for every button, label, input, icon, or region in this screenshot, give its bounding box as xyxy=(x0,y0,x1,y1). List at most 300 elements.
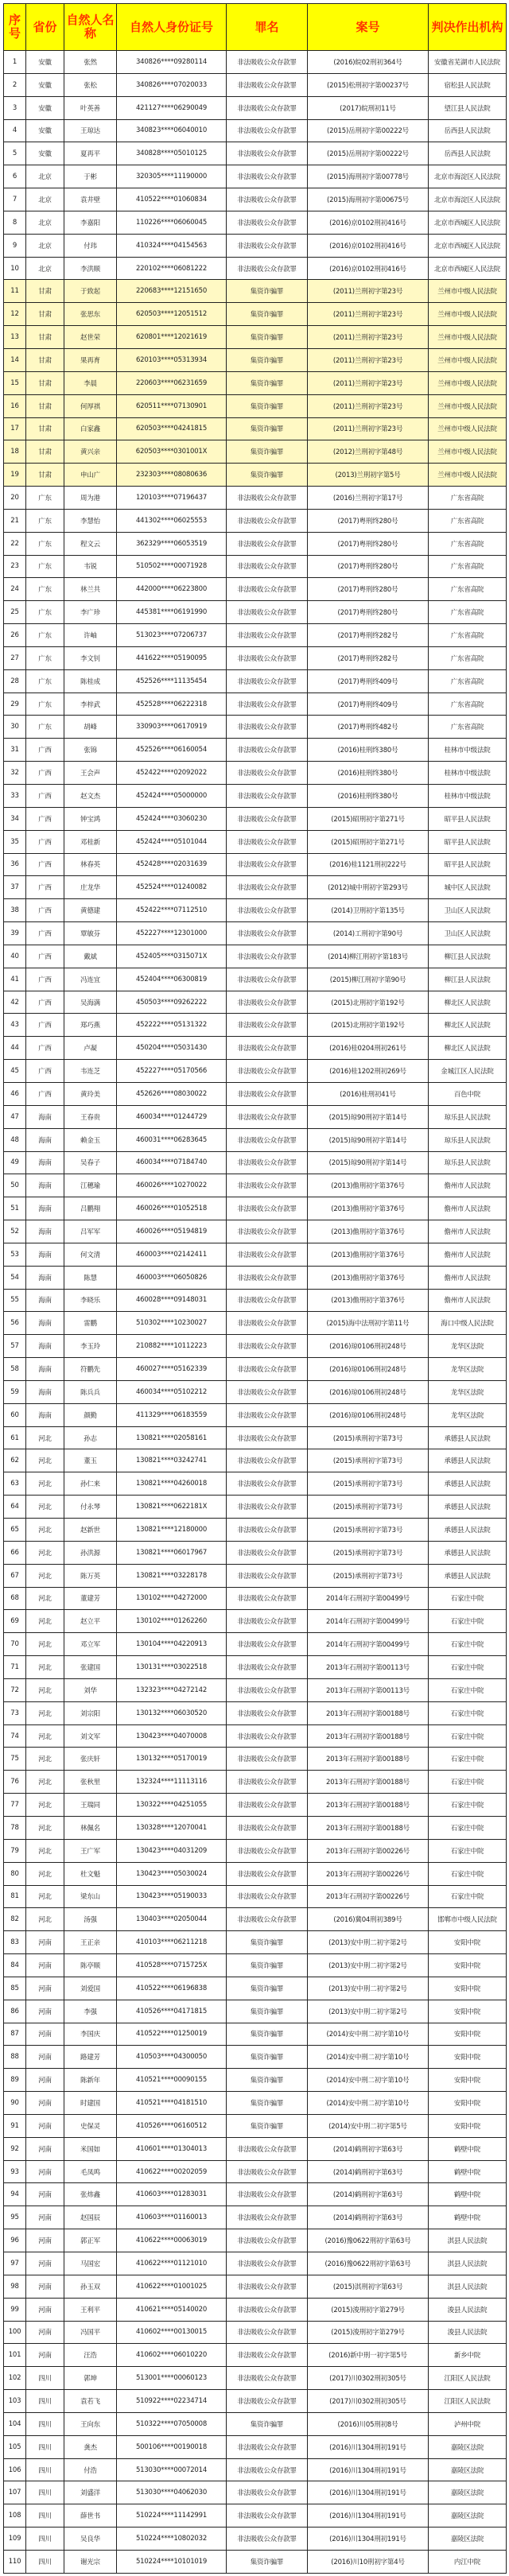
cell-id-number: 452227****12301000 xyxy=(117,922,227,945)
cell-court: 百色中院 xyxy=(429,1082,507,1105)
cell-province: 安徽 xyxy=(26,73,64,96)
cell-name: 戴斌 xyxy=(64,945,117,968)
cell-id-number: 620503****04241815 xyxy=(117,417,227,440)
cell-case-number: (2017)粤刑终280号 xyxy=(308,509,429,532)
cell-charge: 集资诈骗罪 xyxy=(227,303,308,326)
cell-case-number: (2013)儋刑初字第376号 xyxy=(308,1266,429,1289)
cell-court: 兰州市中级人民法院 xyxy=(429,303,507,326)
table-row xyxy=(4,1060,507,1083)
cell-charge: 非法吸收公众存款罪 xyxy=(227,1403,308,1426)
cell-index: 92 xyxy=(4,2137,26,2160)
cell-index: 7 xyxy=(4,188,26,211)
cell-charge: 非法吸收公众存款罪 xyxy=(227,1862,308,1885)
cell-id-number: 130322****04251055 xyxy=(117,1794,227,1817)
cell-case-number: (2016)兰刑初字第17号 xyxy=(308,487,429,510)
cell-name: 李洪顺 xyxy=(64,257,117,280)
cell-name: 果再育 xyxy=(64,348,117,371)
cell-province: 甘肃 xyxy=(26,371,64,394)
cell-court: 石家庄中院 xyxy=(429,1862,507,1885)
cell-index: 43 xyxy=(4,1014,26,1037)
cell-court: 安阳中院 xyxy=(429,2046,507,2069)
cell-charge: 非法吸收公众存款罪 xyxy=(227,2344,308,2367)
cell-id-number: 620511****07130901 xyxy=(117,394,227,417)
cell-province: 河南 xyxy=(26,2183,64,2206)
cell-index: 8 xyxy=(4,211,26,234)
cell-name: 付永琴 xyxy=(64,1496,117,1519)
cell-name: 吴良华 xyxy=(64,2528,117,2551)
cell-court: 石家庄中院 xyxy=(429,1701,507,1724)
cell-case-number: 2013年石刑初字第00188号 xyxy=(308,1701,429,1724)
table-row xyxy=(4,853,507,876)
header-court: 判决作出机构 xyxy=(429,4,507,51)
table-row xyxy=(4,1426,507,1449)
cell-case-number: (2016)桂刑初41号 xyxy=(308,1082,429,1105)
table-row xyxy=(4,2137,507,2160)
table-row xyxy=(4,348,507,371)
cell-id-number: 410522****01250019 xyxy=(117,2023,227,2046)
cell-name: 郭正军 xyxy=(64,2229,117,2252)
cell-index: 16 xyxy=(4,394,26,417)
cell-name: 王利平 xyxy=(64,2298,117,2321)
cell-id-number: 460026****01052518 xyxy=(117,1197,227,1220)
cell-case-number: 2014年石刑初字第00499号 xyxy=(308,1587,429,1610)
cell-province: 河北 xyxy=(26,1678,64,1701)
cell-province: 海南 xyxy=(26,1289,64,1312)
cell-court: 龙华区法院 xyxy=(429,1358,507,1381)
table-row xyxy=(4,51,507,74)
cell-province: 北京 xyxy=(26,257,64,280)
cell-province: 河北 xyxy=(26,1496,64,1519)
cell-name: 许岫 xyxy=(64,624,117,647)
table-row xyxy=(4,1403,507,1426)
cell-index: 58 xyxy=(4,1358,26,1381)
cell-id-number: 452626****08030022 xyxy=(117,1082,227,1105)
cell-id-number: 450204****05031430 xyxy=(117,1037,227,1060)
table-row xyxy=(4,188,507,211)
cell-case-number: (2011)兰刑初字第23号 xyxy=(308,348,429,371)
cell-id-number: 220683****12151650 xyxy=(117,280,227,303)
cell-province: 广东 xyxy=(26,601,64,624)
cell-province: 河北 xyxy=(26,1472,64,1496)
table-row xyxy=(4,1931,507,1954)
cell-name: 邓立军 xyxy=(64,1633,117,1656)
cell-court: 安阳中院 xyxy=(429,2000,507,2023)
cell-case-number: (2015)承刑初字第73号 xyxy=(308,1449,429,1472)
cell-name: 毛凤鸣 xyxy=(64,2160,117,2183)
cell-index: 22 xyxy=(4,532,26,555)
cell-charge: 非法吸收公众存款罪 xyxy=(227,1541,308,1564)
cell-case-number: (2015)承刑初字第73号 xyxy=(308,1496,429,1519)
cell-province: 海南 xyxy=(26,1358,64,1381)
cell-charge: 非法吸收公众存款罪 xyxy=(227,257,308,280)
table-row xyxy=(4,96,507,119)
cell-court: 广东省高院 xyxy=(429,578,507,601)
cell-province: 河南 xyxy=(26,2298,64,2321)
cell-index: 21 xyxy=(4,509,26,532)
cell-id-number: 510922****02234714 xyxy=(117,2390,227,2413)
table-row xyxy=(4,669,507,692)
cell-province: 河北 xyxy=(26,1610,64,1633)
cell-name: 王向东 xyxy=(64,2412,117,2435)
cell-index: 75 xyxy=(4,1748,26,1771)
cell-province: 河南 xyxy=(26,1954,64,1977)
cell-court: 广东省高院 xyxy=(429,624,507,647)
cell-name: 黄兴亲 xyxy=(64,440,117,464)
cell-case-number: (2015)承刑初字第73号 xyxy=(308,1426,429,1449)
cell-charge: 非法吸收公众存款罪 xyxy=(227,532,308,555)
cell-index: 27 xyxy=(4,646,26,669)
cell-province: 河北 xyxy=(26,1449,64,1472)
cell-court: 石家庄中院 xyxy=(429,1794,507,1817)
cell-province: 广西 xyxy=(26,1037,64,1060)
table-row xyxy=(4,1771,507,1794)
cell-charge: 非法吸收公众存款罪 xyxy=(227,945,308,968)
cell-court: 北京市西城区人民法院 xyxy=(429,211,507,234)
cell-index: 71 xyxy=(4,1656,26,1679)
cell-case-number: (2014)安中刑二初字第10号 xyxy=(308,2023,429,2046)
cell-charge: 非法吸收公众存款罪 xyxy=(227,807,308,830)
table-row xyxy=(4,440,507,464)
table-row xyxy=(4,1037,507,1060)
cell-name: 王琼达 xyxy=(64,119,117,142)
cell-index: 95 xyxy=(4,2206,26,2229)
cell-index: 52 xyxy=(4,1220,26,1243)
cell-name: 袁井壁 xyxy=(64,188,117,211)
cell-province: 甘肃 xyxy=(26,394,64,417)
cell-index: 50 xyxy=(4,1174,26,1197)
cell-court: 安徽省芜湖市人民法院 xyxy=(429,51,507,74)
cell-case-number: (2017)粤刑终482号 xyxy=(308,716,429,739)
table-row xyxy=(4,371,507,394)
table-row xyxy=(4,2390,507,2413)
cell-name: 王瑞同 xyxy=(64,1794,117,1817)
cell-index: 88 xyxy=(4,2046,26,2069)
cell-case-number: (2016)川10刑初字第4号 xyxy=(308,2550,429,2573)
cell-province: 海南 xyxy=(26,1403,64,1426)
cell-court: 承德县人民法院 xyxy=(429,1519,507,1542)
cell-name: 孙洪源 xyxy=(64,1541,117,1564)
cell-id-number: 450503****09262222 xyxy=(117,991,227,1014)
cell-name: 赵世荣 xyxy=(64,326,117,349)
table-row xyxy=(4,417,507,440)
table-row xyxy=(4,2321,507,2344)
cell-charge: 非法吸收公众存款罪 xyxy=(227,1564,308,1587)
cell-charge: 非法吸收公众存款罪 xyxy=(227,509,308,532)
cell-id-number: 441302****06025553 xyxy=(117,509,227,532)
cell-id-number: 340823****06040010 xyxy=(117,119,227,142)
cell-id-number: 130821****02058161 xyxy=(117,1426,227,1449)
cell-id-number: 452424****03060230 xyxy=(117,807,227,830)
cell-charge: 非法吸收公众存款罪 xyxy=(227,1037,308,1060)
cell-charge: 非法吸收公众存款罪 xyxy=(227,853,308,876)
cell-index: 5 xyxy=(4,142,26,165)
cell-province: 广西 xyxy=(26,968,64,991)
cell-index: 23 xyxy=(4,555,26,578)
cell-court: 儋州市人民法院 xyxy=(429,1197,507,1220)
cell-court: 岳西县人民法院 xyxy=(429,119,507,142)
cell-court: 承德县人民法院 xyxy=(429,1449,507,1472)
cell-province: 北京 xyxy=(26,165,64,188)
cell-province: 河南 xyxy=(26,2000,64,2023)
table-row xyxy=(4,2046,507,2069)
table-row xyxy=(4,2435,507,2458)
table-row xyxy=(4,555,507,578)
cell-id-number: 330903****06170919 xyxy=(117,716,227,739)
cell-court: 龙华区法院 xyxy=(429,1403,507,1426)
cell-province: 广西 xyxy=(26,1082,64,1105)
table-row xyxy=(4,2528,507,2551)
table-row xyxy=(4,968,507,991)
table-row xyxy=(4,1610,507,1633)
cell-court: 北京市西城区人民法院 xyxy=(429,257,507,280)
cell-index: 3 xyxy=(4,96,26,119)
cell-case-number: (2016)琼0106刑初248号 xyxy=(308,1335,429,1358)
cell-court: 内江中院 xyxy=(429,2550,507,2573)
cell-case-number: 2013年石刑初字第00188号 xyxy=(308,1771,429,1794)
cell-court: 昭平县人民法院 xyxy=(429,807,507,830)
cell-court: 石家庄中院 xyxy=(429,1748,507,1771)
cell-index: 73 xyxy=(4,1701,26,1724)
cell-name: 董玉 xyxy=(64,1449,117,1472)
cell-name: 孙仁来 xyxy=(64,1472,117,1496)
cell-id-number: 130423****05190033 xyxy=(117,1885,227,1908)
cell-province: 河南 xyxy=(26,2092,64,2115)
table-row xyxy=(4,1541,507,1564)
header-id-number: 自然人身份证号 xyxy=(117,4,227,51)
cell-charge: 非法吸收公众存款罪 xyxy=(227,1197,308,1220)
cell-id-number: 620103****05313934 xyxy=(117,348,227,371)
cell-index: 93 xyxy=(4,2160,26,2183)
cell-id-number: 460028****09148031 xyxy=(117,1289,227,1312)
cell-name: 冯国平 xyxy=(64,2321,117,2344)
cell-charge: 集资诈骗罪 xyxy=(227,280,308,303)
cell-index: 25 xyxy=(4,601,26,624)
cell-case-number: (2016)川1304刑初191号 xyxy=(308,2528,429,2551)
cell-index: 106 xyxy=(4,2458,26,2481)
cell-id-number: 210882****10112223 xyxy=(117,1335,227,1358)
cell-court: 兰州市中级人民法院 xyxy=(429,348,507,371)
cell-name: 钟宝鸿 xyxy=(64,807,117,830)
cell-name: 张秋里 xyxy=(64,1771,117,1794)
cell-charge: 非法吸收公众存款罪 xyxy=(227,1082,308,1105)
cell-case-number: (2014)卫刑初字第135号 xyxy=(308,899,429,922)
cell-id-number: 620503****12051512 xyxy=(117,303,227,326)
cell-court: 浚县人民法院 xyxy=(429,2321,507,2344)
cell-case-number: (2016)京0102刑初416号 xyxy=(308,257,429,280)
cell-province: 河北 xyxy=(26,1885,64,1908)
cell-index: 6 xyxy=(4,165,26,188)
table-row xyxy=(4,876,507,899)
cell-court: 石家庄中院 xyxy=(429,1633,507,1656)
cell-name: 于彬 xyxy=(64,165,117,188)
cell-province: 河北 xyxy=(26,1541,64,1564)
cell-charge: 非法吸收公众存款罪 xyxy=(227,1794,308,1817)
cell-province: 四川 xyxy=(26,2390,64,2413)
cell-index: 28 xyxy=(4,669,26,692)
cell-id-number: 452528****06222318 xyxy=(117,692,227,716)
cell-province: 海南 xyxy=(26,1312,64,1335)
cell-province: 广东 xyxy=(26,509,64,532)
cell-charge: 非法吸收公众存款罪 xyxy=(227,1380,308,1403)
cell-case-number: (2011)兰刑初字第23号 xyxy=(308,326,429,349)
cell-province: 河南 xyxy=(26,2046,64,2069)
table-row xyxy=(4,2160,507,2183)
cell-charge: 非法吸收公众存款罪 xyxy=(227,2481,308,2504)
cell-court: 琼乐县人民法院 xyxy=(429,1105,507,1128)
cell-case-number: (2015)昭刑初字第271号 xyxy=(308,807,429,830)
cell-case-number: (2012)城中刑初字第293号 xyxy=(308,876,429,899)
cell-charge: 非法吸收公众存款罪 xyxy=(227,1426,308,1449)
cell-charge: 非法吸收公众存款罪 xyxy=(227,1014,308,1037)
cell-name: 汤强 xyxy=(64,1908,117,1931)
cell-id-number: 452428****02031639 xyxy=(117,853,227,876)
cell-index: 34 xyxy=(4,807,26,830)
cell-charge: 非法吸收公众存款罪 xyxy=(227,2390,308,2413)
cell-index: 19 xyxy=(4,464,26,487)
table-header xyxy=(4,4,507,51)
cell-court: 承德县人民法院 xyxy=(429,1496,507,1519)
cell-province: 广东 xyxy=(26,578,64,601)
cell-id-number: 130328****12070041 xyxy=(117,1816,227,1839)
cell-index: 69 xyxy=(4,1610,26,1633)
table-row xyxy=(4,234,507,257)
cell-province: 北京 xyxy=(26,211,64,234)
cell-name: 何文清 xyxy=(64,1243,117,1266)
cell-case-number: (2011)兰刑初字第23号 xyxy=(308,371,429,394)
cell-index: 49 xyxy=(4,1151,26,1174)
cell-charge: 非法吸收公众存款罪 xyxy=(227,2229,308,2252)
cell-court: 北京市海淀区人民法院 xyxy=(429,165,507,188)
cell-case-number: (2014)工刑初字第90号 xyxy=(308,922,429,945)
cell-id-number: 130102****04272000 xyxy=(117,1587,227,1610)
cell-id-number: 130104****04220913 xyxy=(117,1633,227,1656)
cell-province: 河北 xyxy=(26,1426,64,1449)
cell-id-number: 513030****00072014 xyxy=(117,2458,227,2481)
table-row xyxy=(4,280,507,303)
table-row xyxy=(4,119,507,142)
cell-case-number: (2014)安中刑二初字第10号 xyxy=(308,2092,429,2115)
cell-case-number: (2017)粤刑终282号 xyxy=(308,646,429,669)
cell-charge: 非法吸收公众存款罪 xyxy=(227,1266,308,1289)
cell-charge: 非法吸收公众存款罪 xyxy=(227,142,308,165)
cell-court: 鹤壁中院 xyxy=(429,2137,507,2160)
cell-province: 广东 xyxy=(26,532,64,555)
header-case-number: 案号 xyxy=(308,4,429,51)
table-row xyxy=(4,2069,507,2092)
cell-index: 35 xyxy=(4,830,26,853)
cell-index: 90 xyxy=(4,2092,26,2115)
table-row xyxy=(4,1839,507,1862)
cell-index: 62 xyxy=(4,1449,26,1472)
cell-court: 石家庄中院 xyxy=(429,1678,507,1701)
cell-index: 38 xyxy=(4,899,26,922)
cell-charge: 集资诈骗罪 xyxy=(227,2000,308,2023)
cell-court: 石家庄中院 xyxy=(429,1656,507,1679)
cell-case-number: (2016)豫0622刑初字第63号 xyxy=(308,2252,429,2275)
cell-case-number: 2014年石刑初字第00499号 xyxy=(308,1633,429,1656)
cell-case-number: (2013)兰刑初字第5号 xyxy=(308,464,429,487)
cell-index: 39 xyxy=(4,922,26,945)
cell-name: 李强 xyxy=(64,2000,117,2023)
cell-index: 94 xyxy=(4,2183,26,2206)
cell-charge: 非法吸收公众存款罪 xyxy=(227,1312,308,1335)
cell-id-number: 452424****05101044 xyxy=(117,830,227,853)
cell-court: 柳北区人民法院 xyxy=(429,991,507,1014)
cell-id-number: 513001****00060123 xyxy=(117,2367,227,2390)
cell-charge: 非法吸收公众存款罪 xyxy=(227,2183,308,2206)
cell-charge: 非法吸收公众存款罪 xyxy=(227,601,308,624)
cell-province: 河南 xyxy=(26,2114,64,2137)
cell-court: 鹤壁中院 xyxy=(429,2160,507,2183)
cell-court: 广东省高院 xyxy=(429,532,507,555)
cell-charge: 非法吸收公众存款罪 xyxy=(227,73,308,96)
cell-id-number: 410324****04154563 xyxy=(117,234,227,257)
cell-province: 四川 xyxy=(26,2412,64,2435)
table-row xyxy=(4,464,507,487)
cell-id-number: 620801****12021619 xyxy=(117,326,227,349)
cell-province: 四川 xyxy=(26,2458,64,2481)
cell-court: 昭平县人民法院 xyxy=(429,830,507,853)
cell-name: 叶英善 xyxy=(64,96,117,119)
cell-province: 河北 xyxy=(26,1908,64,1931)
cell-id-number: 452405****0315071X xyxy=(117,945,227,968)
cell-name: 吕军军 xyxy=(64,1220,117,1243)
cell-court: 承德县人民法院 xyxy=(429,1541,507,1564)
cell-id-number: 130403****02050044 xyxy=(117,1908,227,1931)
cell-name: 张然 xyxy=(64,51,117,74)
cell-court: 广东省高院 xyxy=(429,509,507,532)
table-row xyxy=(4,2412,507,2435)
cell-charge: 非法吸收公众存款罪 xyxy=(227,188,308,211)
cell-case-number: (2011)兰刑初字第23号 xyxy=(308,280,429,303)
cell-id-number: 452422****07112510 xyxy=(117,899,227,922)
cell-id-number: 452424****05000000 xyxy=(117,785,227,808)
cell-id-number: 452422****02092022 xyxy=(117,762,227,785)
cell-province: 四川 xyxy=(26,2367,64,2390)
cell-court: 儋州市人民法院 xyxy=(429,1289,507,1312)
cell-province: 河南 xyxy=(26,2160,64,2183)
cell-case-number: (2016)川1304刑初191号 xyxy=(308,2481,429,2504)
cell-case-number: 2013年石刑初字第00226号 xyxy=(308,1885,429,1908)
cell-charge: 非法吸收公众存款罪 xyxy=(227,762,308,785)
cell-index: 87 xyxy=(4,2023,26,2046)
cell-province: 甘肃 xyxy=(26,348,64,371)
cell-case-number: 2014年石刑初字第00499号 xyxy=(308,1610,429,1633)
cell-index: 33 xyxy=(4,785,26,808)
cell-case-number: (2011)兰刑初字第23号 xyxy=(308,303,429,326)
cell-name: 胡峰 xyxy=(64,716,117,739)
cell-province: 海南 xyxy=(26,1151,64,1174)
cell-province: 河南 xyxy=(26,2023,64,2046)
cell-index: 46 xyxy=(4,1082,26,1105)
table-row xyxy=(4,73,507,96)
cell-province: 安徽 xyxy=(26,142,64,165)
table-row xyxy=(4,785,507,808)
cell-case-number: (2015)岳刑初字第00222号 xyxy=(308,142,429,165)
cell-index: 89 xyxy=(4,2069,26,2092)
cell-name: 李嘉阳 xyxy=(64,211,117,234)
cell-charge: 非法吸收公众存款罪 xyxy=(227,669,308,692)
cell-name: 颜勤 xyxy=(64,1403,117,1426)
cell-charge: 非法吸收公众存款罪 xyxy=(227,2321,308,2344)
cell-charge: 集资诈骗罪 xyxy=(227,2550,308,2573)
cell-court: 江阳区人民法院 xyxy=(429,2390,507,2413)
cell-name: 杜文魁 xyxy=(64,1862,117,1885)
cell-charge: 非法吸收公众存款罪 xyxy=(227,211,308,234)
cell-province: 四川 xyxy=(26,2550,64,2573)
cell-name: 孙志 xyxy=(64,1426,117,1449)
cell-index: 109 xyxy=(4,2528,26,2551)
